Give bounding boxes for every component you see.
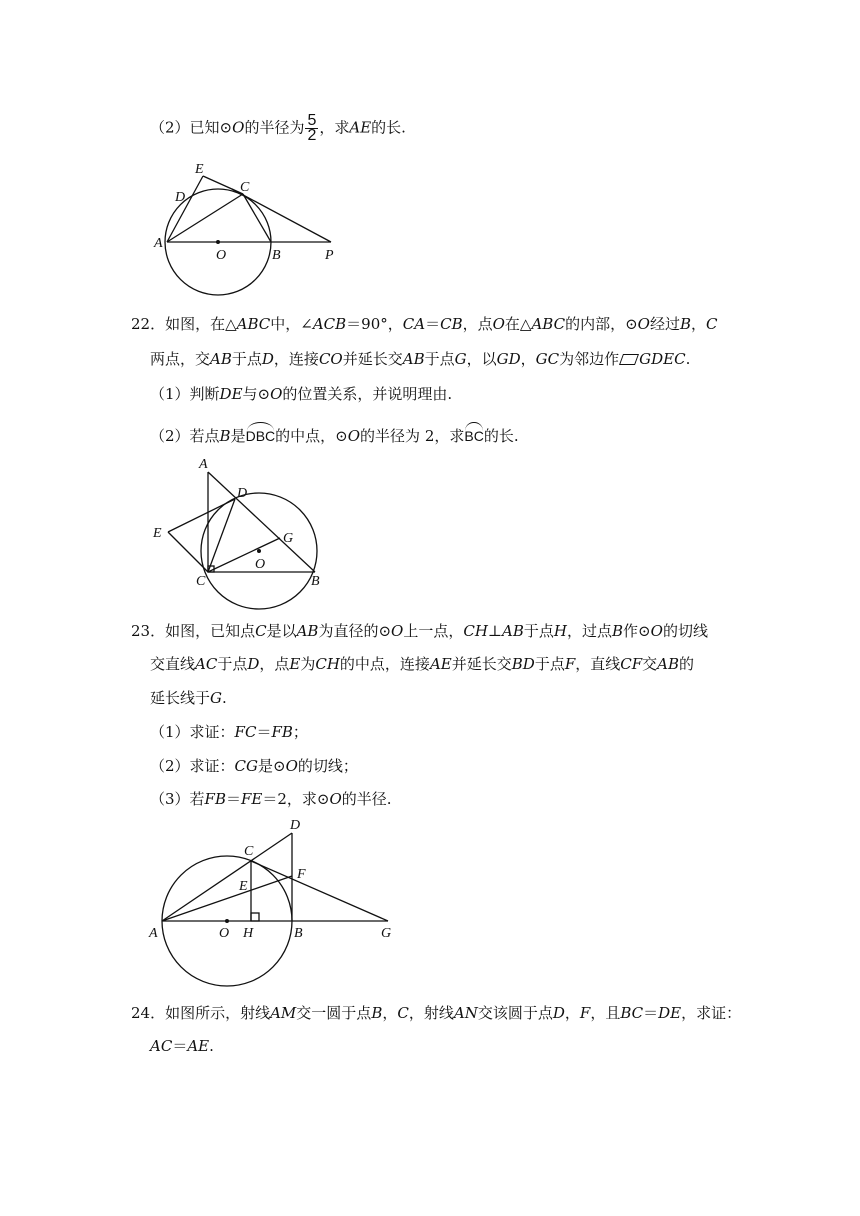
q22-part2: （2）若点B是DBC的中点，⊙O的半径为 2，求BC的长.	[150, 423, 519, 446]
q21-label-o: O	[216, 248, 227, 263]
q23-line-ad	[162, 833, 292, 921]
q23-line-3: 延长线于G.	[150, 689, 227, 707]
q22-label-d: D	[237, 486, 248, 501]
q22-label-c: C	[196, 574, 206, 589]
q22-label-g: G	[283, 531, 294, 546]
q21-label-e: E	[195, 162, 204, 177]
q23-line-1: 23．如图，已知点C是以AB为直径的⊙O上一点，CH⊥AB于点H，过点B作⊙O的切线	[131, 622, 708, 640]
q21-label-b: B	[272, 248, 281, 263]
q22-line-1: 22．如图，在△ABC中，∠ACB＝90°，CA＝CB，点O在△ABC的内部，⊙O经过B，C	[131, 315, 718, 333]
q23-label-f: F	[297, 867, 306, 882]
q23-label-h: H	[243, 926, 254, 941]
q24-line-2: AC＝AE.	[150, 1037, 214, 1055]
q22-label-o: O	[255, 557, 266, 572]
q23-line-cg	[251, 861, 388, 921]
arc-bc: BC	[464, 423, 483, 446]
q22-label-b: B	[311, 574, 320, 589]
q21-label-p: P	[325, 248, 334, 263]
q22-label-a: A	[199, 457, 208, 472]
circle-symbol: ⊙	[219, 118, 233, 137]
q23-label-c: C	[244, 844, 254, 859]
q23-part1: （1）求证：FC＝FB；	[150, 723, 308, 741]
q23-label-o: O	[219, 926, 230, 941]
fraction-five-halves: $\frac{5}{2}$	[307, 112, 317, 144]
q23-label-g: G	[381, 926, 392, 941]
q23-label-e: E	[239, 879, 248, 894]
q23-center-dot	[225, 919, 229, 923]
q23-part3: （3）若FB＝FE＝2，求⊙O的半径.	[150, 790, 392, 808]
q22-label-e: E	[153, 526, 162, 541]
q23-line-af	[162, 876, 292, 921]
q23-label-b: B	[294, 926, 303, 941]
q23-label-d: D	[290, 818, 301, 833]
q21-label-c: C	[240, 180, 250, 195]
q21-part2-text: （2）已知⊙O的半径为 $\frac{5}{2}$ ，求AE的长.	[150, 112, 406, 144]
q23-line-2: 交直线AC于点D，点E为CH的中点，连接AE并延长交BD于点F，直线CF交AB的	[150, 655, 695, 673]
q21-label-d: D	[175, 190, 186, 205]
arc-dbc: DBC	[246, 423, 276, 446]
q23-right-angle	[251, 913, 259, 921]
q23-label-a: A	[149, 926, 158, 941]
q22-line-2: 两点，交AB于点D，连接CO并延长交AB于点G，以GD，GC为邻边作 GDEC.	[150, 350, 691, 368]
q24-line-1: 24．如图所示，射线AM交一圆于点B，C，射线AN交该圆于点D，F，且BC＝DE，求证：	[131, 1004, 742, 1022]
q22-part1: （1）判断DE与⊙O的位置关系，并说明理由.	[150, 385, 453, 403]
q21-label-a: A	[154, 236, 163, 251]
q23-part2: （2）求证：CG是⊙O的切线；	[150, 757, 358, 775]
